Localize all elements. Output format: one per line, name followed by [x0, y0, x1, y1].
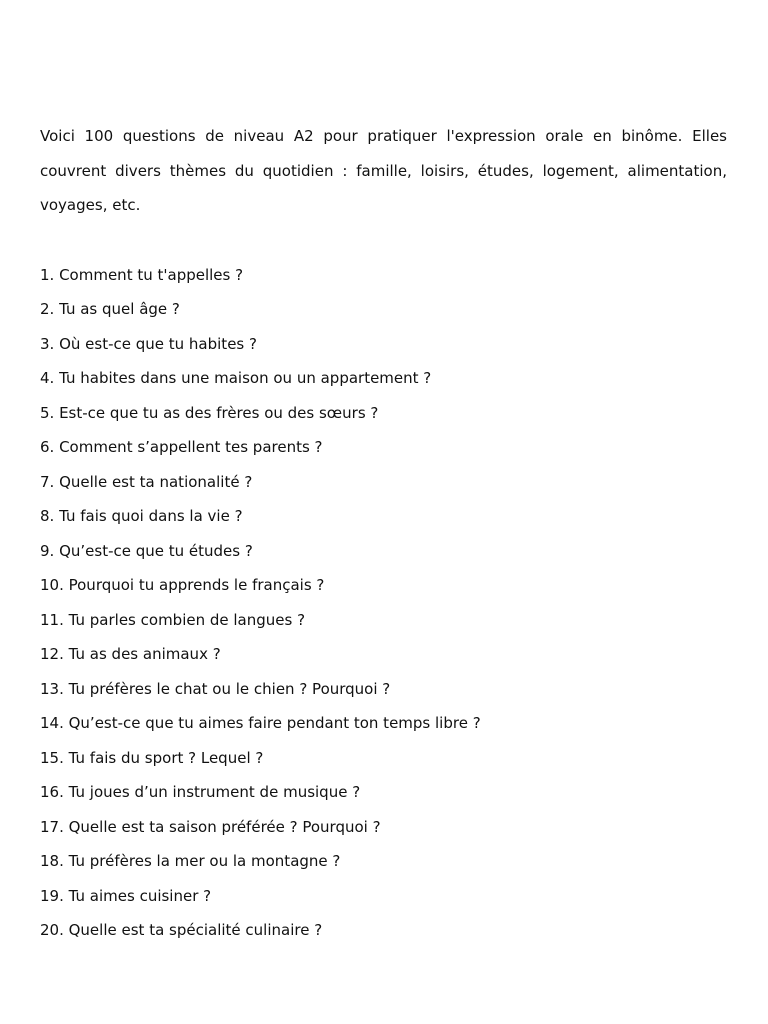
question-item: 6. Comment s’appellent tes parents ? — [40, 438, 323, 456]
question-item: 8. Tu fais quoi dans la vie ? — [40, 507, 243, 525]
question-item: 1. Comment tu t'appelles ? — [40, 265, 244, 284]
question-item: 10. Pourquoi tu apprends le français ? — [40, 576, 325, 594]
question-item: 14. Qu’est-ce que tu aimes faire pendant ton temps libre ? — [40, 714, 481, 732]
question-item: 4. Tu habites dans une maison ou un appartement ? — [40, 369, 432, 387]
question-item: 15. Tu fais du sport ? Lequel ? — [40, 748, 264, 767]
question-item: 12. Tu as des animaux ? — [40, 645, 221, 663]
question-item: 20. Quelle est ta spécialité culinaire ? — [40, 921, 323, 939]
question-item: 19. Tu aimes cuisiner ? — [40, 886, 212, 905]
question-item: 18. Tu préfères la mer ou la montagne ? — [40, 852, 341, 870]
question-item: 11. Tu parles combien de langues ? — [40, 610, 306, 629]
question-item: 7. Quelle est ta nationalité ? — [40, 472, 253, 491]
question-item: 13. Tu préfères le chat ou le chien ? Pourquoi ? — [40, 679, 391, 698]
question-list — [40, 258, 727, 948]
document-page — [40, 119, 727, 948]
intro-paragraph: Voici 100 questions de niveau A2 pour pratiquer l'expression orale en binôme. Elles couvrent divers thèmes du quotidien : famille, loisirs, études, logement, alimentation, voyages, etc. — [40, 127, 727, 214]
question-item: 16. Tu joues d’un instrument de musique ? — [40, 783, 361, 801]
question-item: 2. Tu as quel âge ? — [40, 300, 180, 318]
question-item: 3. Où est-ce que tu habites ? — [40, 334, 257, 353]
question-item: 9. Qu’est-ce que tu études ? — [40, 541, 253, 560]
question-item: 17. Quelle est ta saison préférée ? Pourquoi ? — [40, 817, 381, 836]
question-item: 5. Est-ce que tu as des frères ou des sœurs ? — [40, 403, 379, 422]
